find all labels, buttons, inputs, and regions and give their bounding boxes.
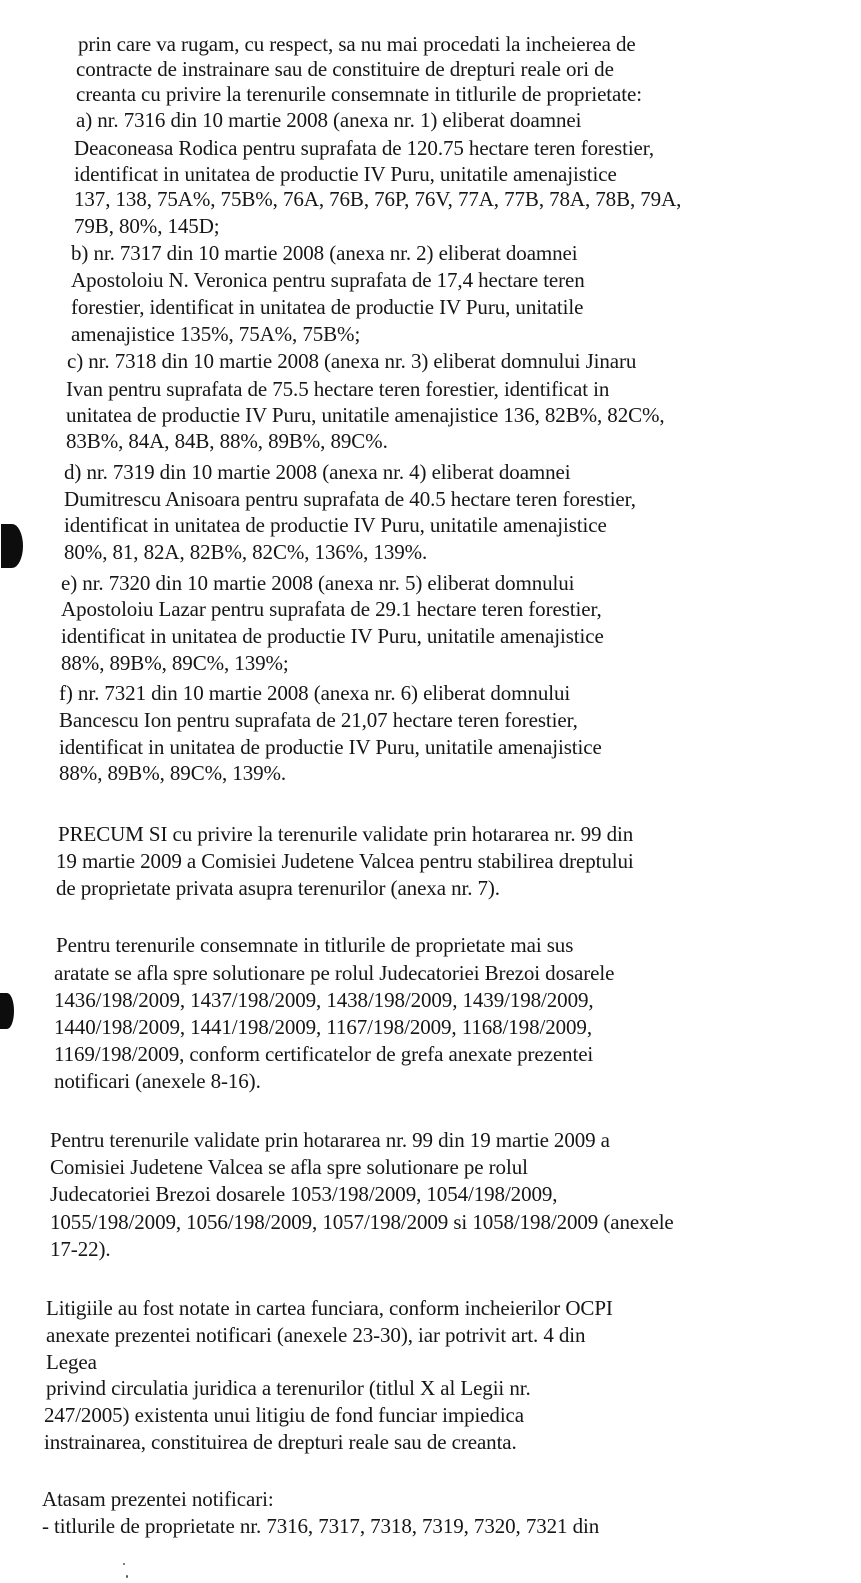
text-line: 17-22). bbox=[50, 1237, 111, 1261]
text-line: Comisiei Judetene Valcea se afla spre solutionare pe rolul bbox=[50, 1155, 528, 1179]
text-line: - titlurile de proprietate nr. 7316, 7317, 7318, 7319, 7320, 7321 din bbox=[42, 1514, 600, 1538]
text-line: 1169/198/2009, conform certificatelor de grefa anexate prezentei bbox=[54, 1042, 594, 1066]
text-line: PRECUM SI cu privire la terenurile validate prin hotararea nr. 99 din bbox=[58, 822, 634, 846]
text-line: identificat in unitatea de productie IV Puru, unitatile amenajistice bbox=[64, 513, 607, 537]
text-line: c) nr. 7318 din 10 martie 2008 (anexa nr. 3) eliberat domnului Jinaru bbox=[67, 349, 637, 373]
text-line: Pentru terenurile consemnate in titlurile de proprietate mai sus bbox=[56, 933, 574, 957]
text-line: identificat in unitatea de productie IV Puru, unitatile amenajistice bbox=[74, 162, 617, 186]
text-line: e) nr. 7320 din 10 martie 2008 (anexa nr. 5) eliberat domnului bbox=[61, 571, 575, 595]
text-line: f) nr. 7321 din 10 martie 2008 (anexa nr. 6) eliberat domnului bbox=[59, 681, 571, 705]
text-line: Apostoloiu N. Veronica pentru suprafata de 17,4 hectare teren bbox=[71, 268, 585, 292]
text-line: 88%, 89B%, 89C%, 139%; bbox=[61, 651, 289, 675]
text-line: prin care va rugam, cu respect, sa nu mai procedati la incheierea de bbox=[78, 32, 636, 56]
text-line: Dumitrescu Anisoara pentru suprafata de 40.5 hectare teren forestier, bbox=[64, 487, 636, 511]
text-line: unitatea de productie IV Puru, unitatile amenajistice 136, 82B%, 82C%, bbox=[66, 403, 665, 427]
text-line: de proprietate privata asupra terenurilor (anexa nr. 7). bbox=[56, 876, 500, 900]
text-line: identificat in unitatea de productie IV Puru, unitatile amenajistice bbox=[59, 735, 602, 759]
text-line: Legea bbox=[46, 1350, 97, 1374]
text-line: Ivan pentru suprafata de 75.5 hectare teren forestier, identificat in bbox=[66, 377, 610, 401]
text-line: contracte de instrainare sau de constituire de drepturi reale ori de bbox=[76, 57, 614, 81]
text-line: Apostoloiu Lazar pentru suprafata de 29.1 hectare teren forestier, bbox=[61, 597, 602, 621]
punch-hole-mark bbox=[1, 524, 23, 568]
text-line: a) nr. 7316 din 10 martie 2008 (anexa nr. 1) eliberat doamnei bbox=[76, 108, 582, 132]
text-line: 137, 138, 75A%, 75B%, 76A, 76B, 76P, 76V, 77A, 77B, 78A, 78B, 79A, bbox=[74, 187, 682, 211]
text-line: 19 martie 2009 a Comisiei Judetene Valcea pentru stabilirea dreptului bbox=[56, 849, 634, 873]
text-line: 83B%, 84A, 84B, 88%, 89B%, 89C%. bbox=[66, 429, 388, 453]
text-line: 1440/198/2009, 1441/198/2009, 1167/198/2009, 1168/198/2009, bbox=[54, 1015, 592, 1039]
text-line: 79B, 80%, 145D; bbox=[74, 214, 220, 238]
text-line: instrainarea, constituirea de drepturi reale sau de creanta. bbox=[44, 1430, 517, 1454]
text-line: 1436/198/2009, 1437/198/2009, 1438/198/2009, 1439/198/2009, bbox=[54, 988, 594, 1012]
text-line: d) nr. 7319 din 10 martie 2008 (anexa nr. 4) eliberat doamnei bbox=[64, 460, 571, 484]
text-line: b) nr. 7317 din 10 martie 2008 (anexa nr. 2) eliberat doamnei bbox=[71, 241, 578, 265]
scan-speck bbox=[126, 1575, 128, 1578]
punch-hole-mark bbox=[0, 993, 14, 1029]
text-line: Pentru terenurile validate prin hotararea nr. 99 din 19 martie 2009 a bbox=[50, 1128, 610, 1152]
scan-speck bbox=[123, 1563, 125, 1565]
text-line: 80%, 81, 82A, 82B%, 82C%, 136%, 139%. bbox=[64, 540, 428, 564]
text-line: Atasam prezentei notificari: bbox=[42, 1487, 274, 1511]
text-line: aratate se afla spre solutionare pe rolul Judecatoriei Brezoi dosarele bbox=[54, 961, 615, 985]
text-line: Judecatoriei Brezoi dosarele 1053/198/2009, 1054/198/2009, bbox=[50, 1182, 558, 1206]
text-line: anexate prezentei notificari (anexele 23-30), iar potrivit art. 4 din bbox=[46, 1323, 586, 1347]
text-line: Deaconeasa Rodica pentru suprafata de 120.75 hectare teren forestier, bbox=[74, 136, 654, 160]
text-line: notificari (anexele 8-16). bbox=[54, 1069, 261, 1093]
text-line: creanta cu privire la terenurile consemnate in titlurile de proprietate: bbox=[76, 82, 642, 106]
text-line: amenajistice 135%, 75A%, 75B%; bbox=[71, 322, 361, 346]
text-line: Bancescu Ion pentru suprafata de 21,07 hectare teren forestier, bbox=[59, 708, 578, 732]
text-line: privind circulatia juridica a terenurilor (titlul X al Legii nr. bbox=[46, 1376, 531, 1400]
text-line: 247/2005) existenta unui litigiu de fond funciar impiedica bbox=[44, 1403, 524, 1427]
text-line: forestier, identificat in unitatea de productie IV Puru, unitatile bbox=[71, 295, 584, 319]
text-line: 88%, 89B%, 89C%, 139%. bbox=[59, 761, 287, 785]
text-line: 1055/198/2009, 1056/198/2009, 1057/198/2009 si 1058/198/2009 (anexele bbox=[50, 1210, 674, 1234]
text-line: Litigiile au fost notate in cartea funciara, conform incheierilor OCPI bbox=[46, 1296, 613, 1320]
text-line: identificat in unitatea de productie IV Puru, unitatile amenajistice bbox=[61, 624, 604, 648]
